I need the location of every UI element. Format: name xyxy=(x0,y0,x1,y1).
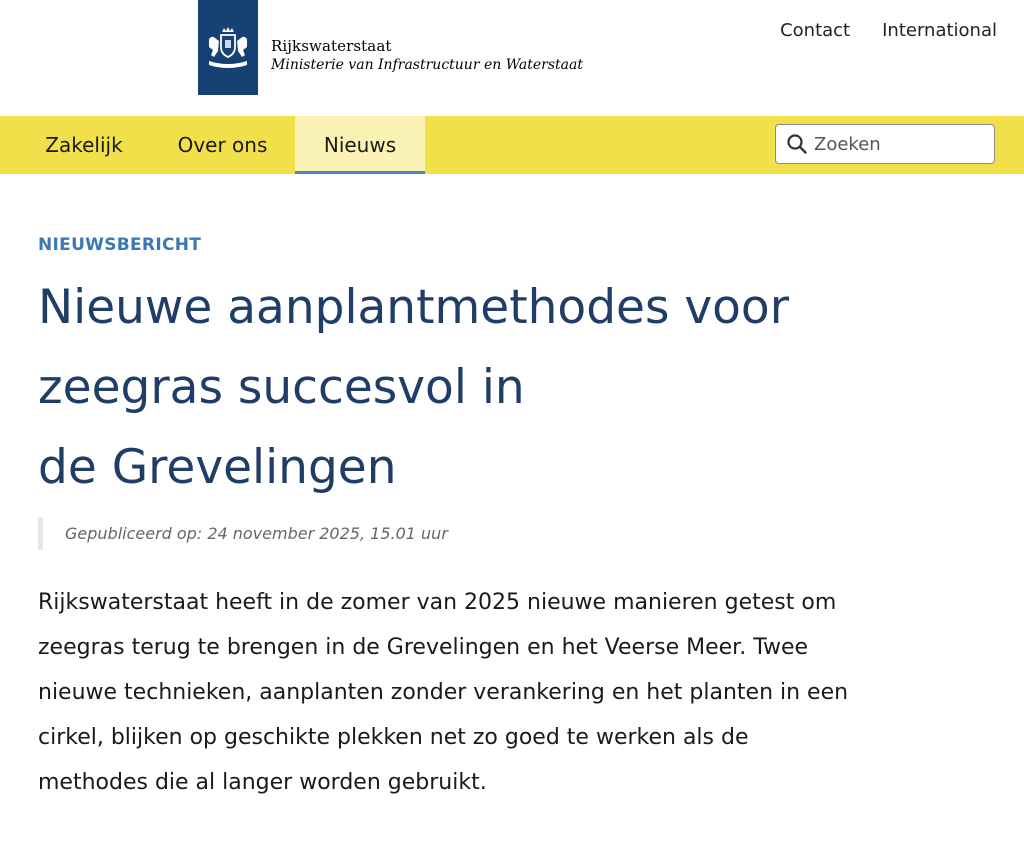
intro-line: methodes die al langer worden gebruikt. xyxy=(38,770,487,795)
intro-line: Rijkswaterstaat heeft in de zomer van 2025 nieuwe manieren getest om xyxy=(38,590,837,615)
search-icon xyxy=(786,133,808,155)
search-input[interactable] xyxy=(814,134,984,155)
article-title xyxy=(38,268,918,508)
coat-of-arms-icon xyxy=(203,23,253,73)
nav-item-nieuws[interactable]: Nieuws xyxy=(295,116,425,174)
ministry-name: Ministerie van Infrastructuur en Waterstaat xyxy=(271,57,583,73)
article-intro xyxy=(38,580,908,805)
logo-wordmark xyxy=(271,37,583,75)
intro-line: cirkel, blijken op geschikte plekken net zo goed te werken als de xyxy=(38,725,749,750)
intro-line: zeegras terug te brengen in de Grevelingen en het Veerse Meer. Twee xyxy=(38,635,809,660)
site-header xyxy=(0,0,1024,116)
article-title-line: zeegras succesvol in xyxy=(38,360,525,415)
intro-line: nieuwe technieken, aanplanten zonder verankering en het planten in een xyxy=(38,680,849,705)
contact-link[interactable]: Contact xyxy=(780,20,851,41)
org-name: Rijkswaterstaat xyxy=(271,37,392,55)
rijksoverheid-logo[interactable] xyxy=(198,0,258,95)
search-box[interactable] xyxy=(775,124,995,164)
article-type-label: NIEUWSBERICHT xyxy=(38,235,202,255)
top-links xyxy=(780,20,997,41)
article xyxy=(38,232,938,795)
nav-item-over-ons[interactable]: Over ons xyxy=(177,133,268,157)
article-title-line: Nieuwe aanplantmethodes voor xyxy=(38,280,790,335)
article-title-line: de Grevelingen xyxy=(38,440,397,495)
nav-item-zakelijk[interactable]: Zakelijk xyxy=(45,133,123,157)
publication-date: Gepubliceerd op: 24 november 2025, 15.01 uur xyxy=(38,517,448,550)
international-link[interactable]: International xyxy=(882,20,997,41)
